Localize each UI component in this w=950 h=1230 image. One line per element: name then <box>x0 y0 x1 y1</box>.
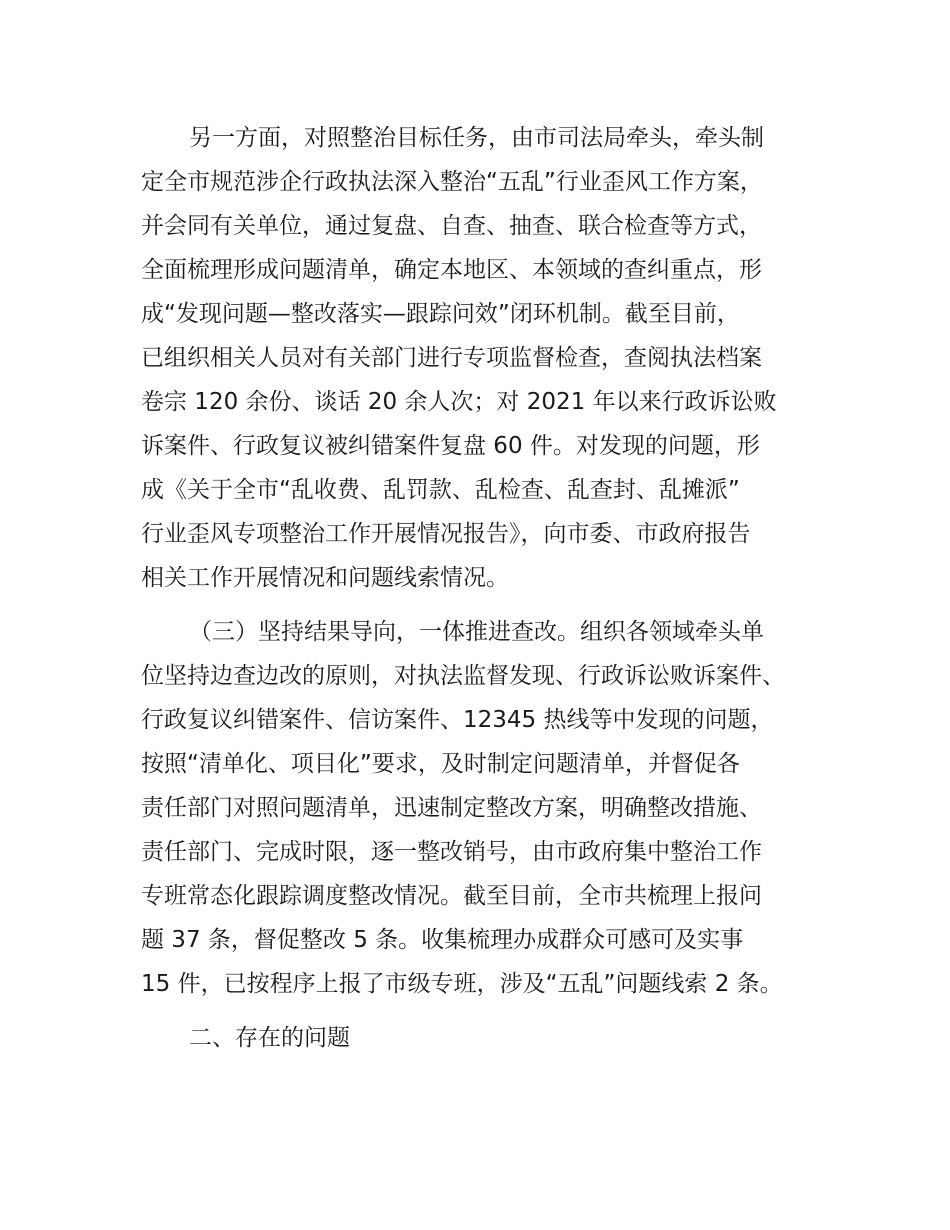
paragraph-1-line: 成“发现问题—整改落实—跟踪问效”闭环机制。截至目前， <box>141 301 740 327</box>
paragraph-2-line: 15 件，已按程序上报了市级专班，涉及“五乱”问题线索 2 条。 <box>141 971 783 997</box>
paragraph-1-line: 另一方面，对照整治目标任务，由市司法局牵头，牵头制 <box>189 125 764 151</box>
paragraph-1-line: 相关工作开展情况和问题线索情况。 <box>141 565 509 591</box>
paragraph-2-line: 题 37 条，督促整改 5 条。收集梳理办成群众可感可及实事 <box>141 927 744 953</box>
section-heading: 二、存在的问题 <box>189 1025 350 1051</box>
paragraph-2-line: （三）坚持结果导向，一体推进查改。组织各领域牵头单 <box>189 619 764 645</box>
paragraph-1-line: 全面梳理形成问题清单，确定本地区、本领域的查纠重点，形 <box>141 257 762 283</box>
paragraph-1 <box>141 116 835 600</box>
paragraph-1-line: 定全市规范涉企行政执法深入整治“五乱”行业歪风工作方案， <box>141 169 763 195</box>
paragraph-2-line: 行政复议纠错案件、信访案件、12345 热线等中发现的问题， <box>141 707 774 733</box>
paragraph-2-line: 按照“清单化、项目化”要求，及时制定问题清单，并督促各 <box>141 751 740 777</box>
paragraph-2-line: 责任部门对照问题清单，迅速制定整改方案，明确整改措施、 <box>141 795 762 821</box>
paragraph-1-line: 行业歪风专项整治工作开展情况报告》，向市委、市政府报告 <box>141 521 751 547</box>
paragraph-2-line: 位坚持边查边改的原则，对执法监督发现、行政诉讼败诉案件、 <box>141 663 785 689</box>
document-body <box>141 116 835 1060</box>
paragraph-1-line: 已组织相关人员对有关部门进行专项监督检查，查阅执法档案 <box>141 345 762 371</box>
paragraph-1-line: 卷宗 120 余份、谈话 20 余人次；对 2021 年以来行政诉讼败 <box>141 389 777 415</box>
paragraph-2 <box>141 610 835 1006</box>
paragraph-1-line: 诉案件、行政复议被纠错案件复盘 60 件。对发现的问题，形 <box>141 433 760 459</box>
paragraph-1-line: 成《关于全市“乱收费、乱罚款、乱检查、乱查封、乱摊派” <box>141 477 740 503</box>
paragraph-2-line: 专班常态化跟踪调度整改情况。截至目前，全市共梳理上报问 <box>141 883 762 909</box>
paragraph-2-line: 责任部门、完成时限，逐一整改销号，由市政府集中整治工作 <box>141 839 762 865</box>
paragraph-1-line: 并会同有关单位，通过复盘、自查、抽查、联合检查等方式， <box>141 213 762 239</box>
